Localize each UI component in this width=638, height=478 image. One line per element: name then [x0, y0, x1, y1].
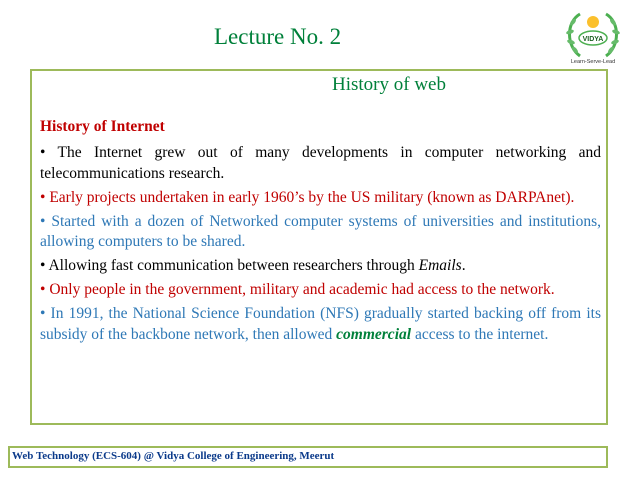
bullet-list	[40, 143, 601, 349]
bullet-item: • The Internet grew out of many developments in computer networking and telecommunications research.	[40, 144, 601, 182]
lecture-title: Lecture No. 2	[214, 24, 342, 49]
bullet-item: • Early projects undertaken in early 1960’s by the US military (known as DARPAnet).	[40, 188, 575, 206]
bullet-item: • Started with a dozen of Networked computer systems of universities and institutions, allowing computers to be shared.	[40, 212, 601, 250]
bullet-item: • In 1991, the National Science Foundation (NFS) gradually started backing off from its subsidy of the backbone network, then allowed commercial access to the internet.	[40, 305, 601, 343]
bullet-item: • Only people in the government, military and academic had access to the network.	[40, 281, 555, 298]
bullet-item: • Allowing fast communication between researchers through Emails.	[40, 257, 466, 274]
footer-bar	[8, 446, 608, 468]
logo-brand: VIDYA	[582, 36, 604, 43]
college-logo	[558, 8, 628, 66]
logo-tagline: Learn-Serve-Lead	[570, 59, 616, 65]
content-box	[30, 69, 608, 425]
footer-text: Web Technology (ECS-604) @ Vidya College of Engineering, Meerut	[12, 450, 335, 462]
section-heading: History of Internet	[40, 118, 165, 135]
commercial-emphasis: commercial	[336, 325, 412, 343]
slide-title: History of web	[332, 74, 446, 95]
emails-emphasis: Emails	[418, 257, 462, 274]
